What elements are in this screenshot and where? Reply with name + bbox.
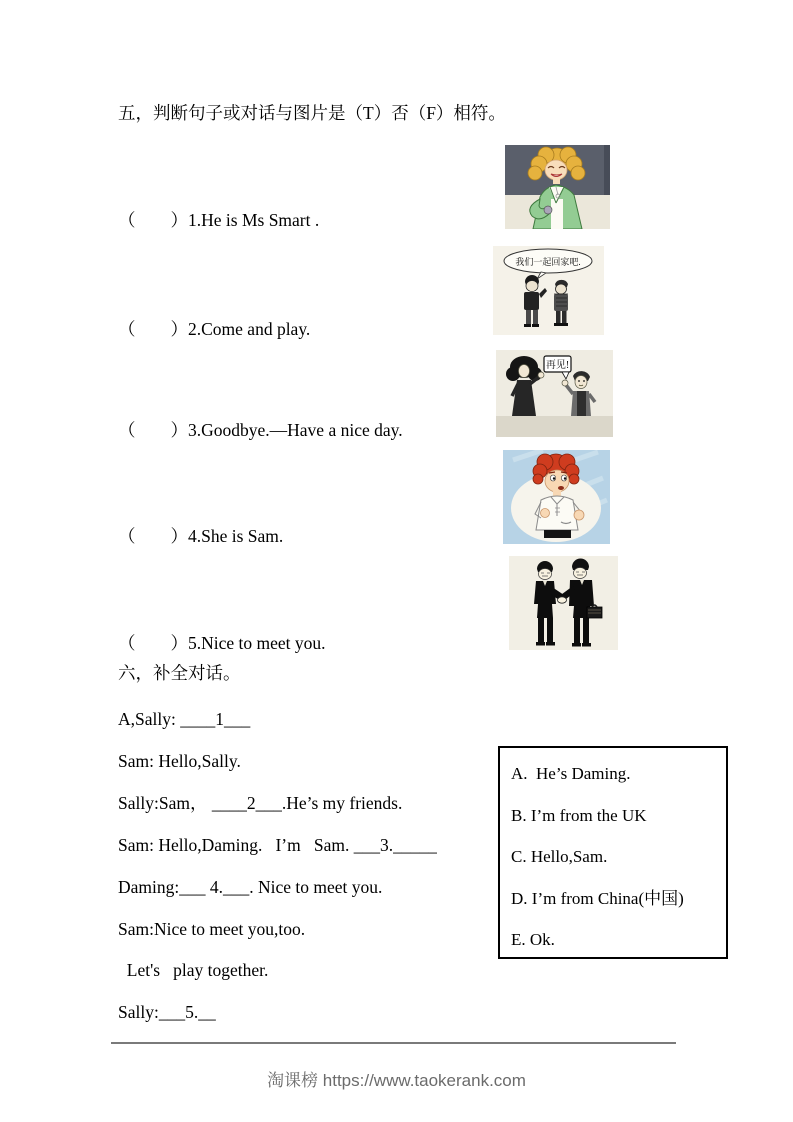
question-2-text: （ ）2.Come and play. — [118, 319, 311, 339]
ms-smart-teacher-image — [505, 145, 610, 229]
option-a: A. He’s Daming. — [511, 764, 631, 783]
dialogue-line-1: A,Sally: ____1___ — [118, 709, 251, 729]
answer-options-box — [498, 746, 728, 959]
speech-bubble-text-gohome: 我们一起回家吧. — [515, 257, 581, 267]
question-4-text: （ ）4.She is Sam. — [118, 526, 284, 546]
speech-bubble-text-goodbye: 再见! — [545, 360, 570, 371]
dialogue-line-2: Sam: Hello,Sally. — [118, 751, 241, 771]
question-1-text: （ ）1.He is Ms Smart . — [118, 210, 320, 230]
option-b: B. I’m from the UK — [511, 805, 647, 825]
section6-title: 六，补全对话。 — [118, 663, 241, 683]
dialogue-line-4: Sam: Hello,Daming. I’m Sam. ___3._____ — [118, 835, 437, 855]
dialogue-line-5: Daming:___ 4.___. Nice to meet you. — [118, 877, 383, 897]
option-d: D. I’m from China(中国) — [511, 888, 684, 908]
option-c: C. Hello,Sam. — [511, 847, 608, 866]
dialogue-line-6: Sam:Nice to meet you,too. — [118, 919, 306, 939]
two-men-handshake-image — [509, 556, 618, 650]
red-haired-boy-image — [503, 450, 610, 544]
dialogue-line-8: Sally:___5.__ — [118, 1002, 216, 1022]
option-e: E. Ok. — [511, 930, 555, 949]
footer-site-text: 淘课榜 https://www.taokerank.com — [267, 1071, 526, 1090]
dialogue-line-7: Let's play together. — [118, 960, 269, 980]
dialogue-line-3: Sally:Sam， ____2___.He’s my friends. — [118, 793, 403, 813]
section5-title: 五，判断句子或对话与图片是（T）否（F）相符。 — [118, 103, 506, 123]
question-5-text: （ ）5.Nice to meet you. — [118, 633, 326, 653]
two-kids-talking-image — [493, 246, 604, 335]
woman-boy-waving-goodbye-image — [496, 350, 613, 437]
question-3-text: （ ）3.Goodbye.—Have a nice day. — [118, 420, 403, 440]
footer-divider — [111, 1042, 676, 1044]
